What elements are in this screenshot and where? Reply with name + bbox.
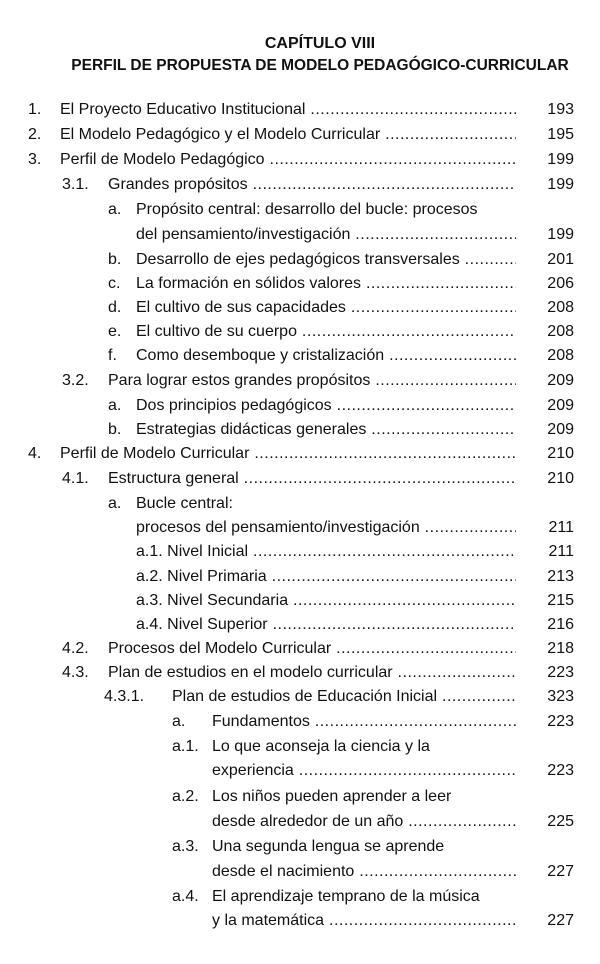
- toc-page-number: 208: [547, 299, 574, 316]
- toc-entry[interactable]: [0, 272, 574, 296]
- toc-page-number: 209: [547, 421, 574, 438]
- toc-entry-title: El cultivo de sus capacidades .....: [136, 296, 516, 320]
- toc-entry[interactable]: [0, 589, 574, 613]
- toc-entry-number: e.: [108, 323, 122, 340]
- toc-entry-number: b.: [108, 421, 122, 438]
- toc-entry-title: Desarrollo de ejes pedagógicos transversales .....: [136, 248, 516, 272]
- toc-page-number: 223: [547, 713, 574, 730]
- toc-entry-number: 3.2.: [62, 372, 89, 389]
- toc-entry-number: 3.: [28, 151, 42, 168]
- toc-entry[interactable]: [0, 613, 574, 637]
- toc-entry-number: 4.2.: [62, 640, 89, 657]
- toc-entry-number: 4.: [28, 445, 42, 462]
- toc-entry[interactable]: [0, 759, 574, 783]
- toc-page-number: 199: [547, 151, 574, 168]
- toc-entry[interactable]: [0, 123, 574, 147]
- toc-page-number: 209: [547, 372, 574, 389]
- toc-entry-title: a.1. Nivel Inicial .....: [136, 540, 516, 564]
- toc-entry-title: El aprendizaje temprano de la música: [212, 888, 480, 905]
- toc-entry[interactable]: [0, 661, 574, 685]
- toc-page-number: 218: [547, 640, 574, 657]
- toc-entry-title: Perfil de Modelo Curricular .....: [60, 442, 516, 466]
- toc-entry[interactable]: [0, 467, 574, 491]
- toc-entry[interactable]: [0, 369, 574, 393]
- toc-page-number: 201: [547, 251, 574, 268]
- toc-page-number: 211: [548, 543, 574, 560]
- toc-entry[interactable]: [0, 710, 574, 734]
- toc-page-number: 195: [547, 126, 574, 143]
- toc-page-number: 193: [547, 101, 574, 118]
- toc-page-number: 213: [547, 568, 574, 585]
- toc-page-number: 206: [547, 275, 574, 292]
- toc-page-number: 223: [547, 664, 574, 681]
- toc-entry-title: Fundamentos .....: [212, 710, 516, 734]
- toc-page-number: 208: [547, 323, 574, 340]
- toc-page-number: 223: [547, 762, 574, 779]
- toc-entry-number: a.1.: [172, 738, 199, 755]
- toc-entry-number: a.4.: [172, 888, 199, 905]
- toc-entry-number: 4.1.: [62, 470, 89, 487]
- toc-entry[interactable]: [0, 198, 574, 222]
- toc-page-number: 209: [547, 397, 574, 414]
- toc-page-number: 227: [547, 863, 574, 880]
- toc-entry[interactable]: [0, 810, 574, 834]
- toc-entry-title: Procesos del Modelo Curricular .....: [108, 637, 516, 661]
- toc-entry[interactable]: [0, 909, 574, 933]
- toc-entry-title: Plan de estudios de Educación Inicial .....: [172, 685, 516, 709]
- toc-entry-number: a.: [108, 201, 122, 218]
- toc-entry-title: Los niños pueden aprender a leer: [212, 788, 452, 805]
- toc-entry[interactable]: [0, 394, 574, 418]
- chapter-heading: CAPÍTULO VIII: [264, 35, 376, 52]
- toc-entry[interactable]: [0, 516, 574, 540]
- toc-page-number: 216: [547, 616, 574, 633]
- toc-entry-number: a.: [108, 397, 122, 414]
- toc-entry-number: a.3.: [172, 838, 199, 855]
- toc-entry-title: Grandes propósitos .....: [108, 173, 516, 197]
- toc-page-number: 225: [547, 813, 574, 830]
- toc-entry-number: 2.: [28, 126, 42, 143]
- toc-entry-title: El Modelo Pedagógico y el Modelo Curricular .....: [60, 123, 516, 147]
- toc-page-number: 210: [547, 445, 574, 462]
- toc-page-number: 227: [547, 912, 574, 929]
- toc-entry-number: 3.1.: [62, 176, 89, 193]
- toc-entry[interactable]: [0, 885, 574, 909]
- chapter-title: PERFIL DE PROPUESTA DE MODELO PEDAGÓGICO-CURRICULAR: [71, 57, 569, 74]
- toc-entry-title: Bucle central:: [136, 495, 233, 512]
- toc-page-number: 199: [547, 226, 574, 243]
- toc-entry[interactable]: [0, 223, 574, 247]
- toc-page-number: 215: [547, 592, 574, 609]
- toc-entry[interactable]: [0, 418, 574, 442]
- toc-entry-title: experiencia .....: [212, 759, 516, 783]
- toc-entry[interactable]: [0, 835, 574, 859]
- toc-entry-title: Perfil de Modelo Pedagógico .....: [60, 148, 516, 172]
- toc-page-number: 323: [547, 688, 574, 705]
- toc-entry[interactable]: [0, 735, 574, 759]
- toc-entry-number: a.: [108, 495, 122, 512]
- toc-entry-title: Dos principios pedagógicos .....: [136, 394, 516, 418]
- toc-entry-number: a.: [172, 713, 186, 730]
- toc-entry[interactable]: [0, 296, 574, 320]
- toc-entry-title: El cultivo de su cuerpo .....: [136, 320, 516, 344]
- toc-entry-title: y la matemática .....: [212, 909, 516, 933]
- toc-entry-number: f.: [108, 347, 117, 364]
- toc-entry-title: Estrategias didácticas generales .....: [136, 418, 516, 442]
- toc-entry-title: Plan de estudios en el modelo curricular .....: [108, 661, 516, 685]
- toc-entry[interactable]: [0, 320, 574, 344]
- toc-page-number: 208: [547, 347, 574, 364]
- toc-page-number: 211: [548, 519, 574, 536]
- toc-entry[interactable]: [0, 344, 574, 368]
- toc-entry[interactable]: [0, 173, 574, 197]
- toc-entry-title: a.4. Nivel Superior .....: [136, 613, 516, 637]
- toc-entry-title: Una segunda lengua se aprende: [212, 838, 445, 855]
- toc-entry-title: La formación en sólidos valores .....: [136, 272, 516, 296]
- toc-page-number: 210: [547, 470, 574, 487]
- toc-entry[interactable]: [0, 540, 574, 564]
- toc-entry-title: El Proyecto Educativo Institucional .....: [60, 98, 516, 122]
- toc-entry[interactable]: [0, 492, 574, 516]
- toc-entry-number: c.: [108, 275, 121, 292]
- toc-entry-title: a.3. Nivel Secundaria .....: [136, 589, 516, 613]
- toc-entry[interactable]: [0, 98, 574, 122]
- toc-entry-title: del pensamiento/investigación .....: [136, 223, 516, 247]
- toc-entry-number: 1.: [28, 101, 42, 118]
- toc-entry[interactable]: [0, 685, 574, 709]
- toc-entry[interactable]: [0, 565, 574, 589]
- toc-entry-title: procesos del pensamiento/investigación .....: [136, 516, 516, 540]
- toc-entry-number: d.: [108, 299, 122, 316]
- toc-entry-title: a.2. Nivel Primaria .....: [136, 565, 516, 589]
- toc-entry-title: Para lograr estos grandes propósitos .....: [108, 369, 516, 393]
- toc-entry-number: a.2.: [172, 788, 199, 805]
- toc-entry-number: b.: [108, 251, 122, 268]
- toc-entry-number: 4.3.: [62, 664, 89, 681]
- toc-entry[interactable]: [0, 860, 574, 884]
- toc-entry-title: Lo que aconseja la ciencia y la: [212, 738, 430, 755]
- toc-entry[interactable]: [0, 637, 574, 661]
- toc-page-number: 199: [547, 176, 574, 193]
- toc-entry[interactable]: [0, 148, 574, 172]
- toc-entry-title: desde alrededor de un año .....: [212, 810, 516, 834]
- toc-entry-title: Estructura general .....: [108, 467, 516, 491]
- toc-entry[interactable]: [0, 248, 574, 272]
- toc-entry-title: Propósito central: desarrollo del bucle: procesos: [136, 201, 478, 218]
- toc-entry-number: 4.3.1.: [104, 688, 145, 705]
- toc-entry-title: desde el nacimiento .....: [212, 860, 516, 884]
- toc-entry-title: Como desemboque y cristalización .....: [136, 344, 516, 368]
- toc-entry[interactable]: [0, 442, 574, 466]
- toc-entry[interactable]: [0, 785, 574, 809]
